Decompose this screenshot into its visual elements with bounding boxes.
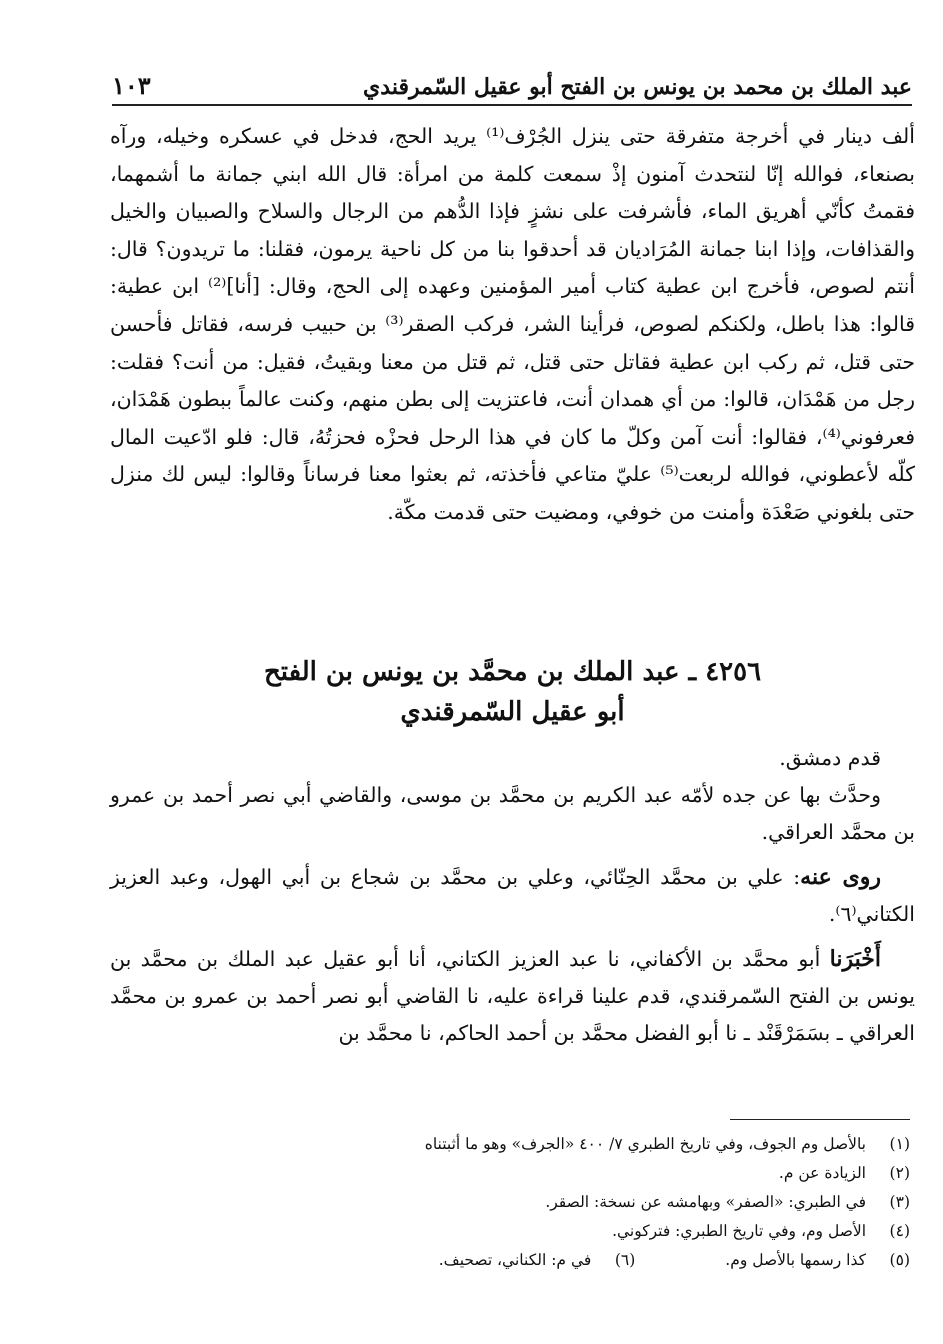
footnote-text: كذا رسمها بالأصل وم. xyxy=(725,1251,866,1269)
footnote-text: بالأصل وم الجوف، وفي تاريخ الطبري ٧/ ٤٠٠ «الجرف» وهو ما أثبتناه xyxy=(424,1135,866,1153)
footnote-text: الأصل وم، وفي تاريخ الطبري: فتركوني. xyxy=(612,1222,866,1240)
akhbarana-text: أبو محمَّد بن الأكفاني، نا عبد العزيز الكتاني، أنا أبو عقيل عبد الملك بن محمَّد بن يونس بن الفتح السّمرقندي، قدم علينا قراءة عليه، نا القاضي أبو نصر أحمد بن عمرو بن محمَّد العراقي ـ بسَمَرْقَنْد ـ نا أبو الفضل محمَّد بن أحمد الحاكم، نا محمَّد بن xyxy=(110,947,915,1045)
footnote xyxy=(110,1159,910,1188)
entry-qadima: قدم دمشق. xyxy=(779,746,881,770)
footnote-number: (٥) xyxy=(889,1251,910,1269)
footnote-number: (٤) xyxy=(889,1222,910,1240)
entry-heading xyxy=(110,652,915,732)
akhbarana-label: أَخْبَرَنا xyxy=(829,946,881,972)
footnote xyxy=(725,1246,910,1275)
page-number: ١٠٣ xyxy=(112,71,151,100)
footnote-text: الزيادة عن م. xyxy=(778,1164,866,1182)
entry-haddatha: وحدَّث بها عن جده لأمّه عبد الكريم بن محمَّد بن موسى، والقاضي أبي نصر أحمد بن عمرو بن محمَّد العراقي. xyxy=(110,783,915,844)
footnote-text: في م: الكناني، تصحيف. xyxy=(438,1251,592,1269)
entry-heading-name: ٤٢٥٦ ـ عبد الملك بن محمَّد بن يونس بن الفتح xyxy=(263,657,762,687)
footnote-number: (١) xyxy=(889,1135,910,1153)
narrative-paragraph: ألف دينار في أخرجة متفرقة حتى ينزل الجُرْف⁽¹⁾ يريد الحج، فدخل في عسكره وخيله، ورآه بصنعاء، فوالله إنّا لنتحدث آمنون إذْ سمعت كلمة من امرأة: قال الله ابني جمانة ما أشمهما، فقمتُ كأنّي أهريق الماء، فأشرفت على نشزٍ فإذا الدُّهم من الرجال والسلاح والصبيان والخيل والقذافات، وإذا ابنا جمانة المُرَاديان قد أحدقوا بنا من كل ناحية يرمون، فقلنا: ما تريدون؟ قال: أنتم لصوص، فأخرج ابن عطية كتاب أمير المؤمنين وعهده إلى الحج، وقال: [أنا]⁽²⁾ ابن عطية: قالوا: هذا باطل، ولكنكم لصوص، فرأينا الشر، فركب الصقر⁽³⁾ بن حبيب فرسه، فقاتل فأحسن حتى قتل، ثم ركب ابن عطية فقاتل حتى قتل، ثم قتل من معنا وبقيتُ، فقيل: من أنت؟ فقلت: رجل من هَمْدَان، قالوا: من أي همدان أنت، فاعتزيت إلى بطن منهم، وكنت عالماً ببطون هَمْدَان، فعرفوني⁽⁴⁾، فقالوا: أنت آمن وكلّ ما كان في هذا الرحل فحزْه فحزتُهُ، قال: فلو ادّعيت المال كلّه لأعطوني، فوالله لربعت⁽⁵⁾ عليّ متاعي فأخذته، ثم بعثوا معنا فرساناً وقالوا: ليس لك منزل حتى بلغوني صَعْدَة وأمنت من خوفي، ومضيت حتى قدمت مكّة. xyxy=(110,124,916,524)
running-title: عبد الملك بن محمد بن يونس بن الفتح أبو عقيل السّمرقندي xyxy=(363,74,912,100)
footnote-number: (٣) xyxy=(889,1193,910,1211)
entry-rawa xyxy=(110,859,915,933)
footnote xyxy=(439,1246,636,1275)
entry-heading-kunya: أبو عقيل السّمرقندي xyxy=(400,697,625,727)
footnotes xyxy=(110,1130,910,1275)
narrative-text xyxy=(110,118,915,532)
rawa-label: روى عنه xyxy=(800,864,881,890)
footnote-number: (٢) xyxy=(889,1164,910,1182)
footnote xyxy=(110,1130,910,1159)
footnote xyxy=(110,1217,910,1246)
footnote-text: في الطبري: «الصفر» وبهامشه عن نسخة: الصقر. xyxy=(545,1193,866,1211)
page-header xyxy=(112,58,912,106)
entry-akhbarana xyxy=(110,941,915,1052)
rawa-text: : علي بن محمَّد الحِنّائي، وعلي بن محمَّد بن شجاع بن أبي الهول، وعبد العزيز الكتاني⁽٦⁾. xyxy=(110,865,915,926)
footnote-number: (٦) xyxy=(614,1251,636,1269)
footnote-row xyxy=(110,1246,910,1275)
footnote-divider xyxy=(730,1119,910,1120)
entry-body xyxy=(110,740,915,1052)
footnote xyxy=(110,1188,910,1217)
